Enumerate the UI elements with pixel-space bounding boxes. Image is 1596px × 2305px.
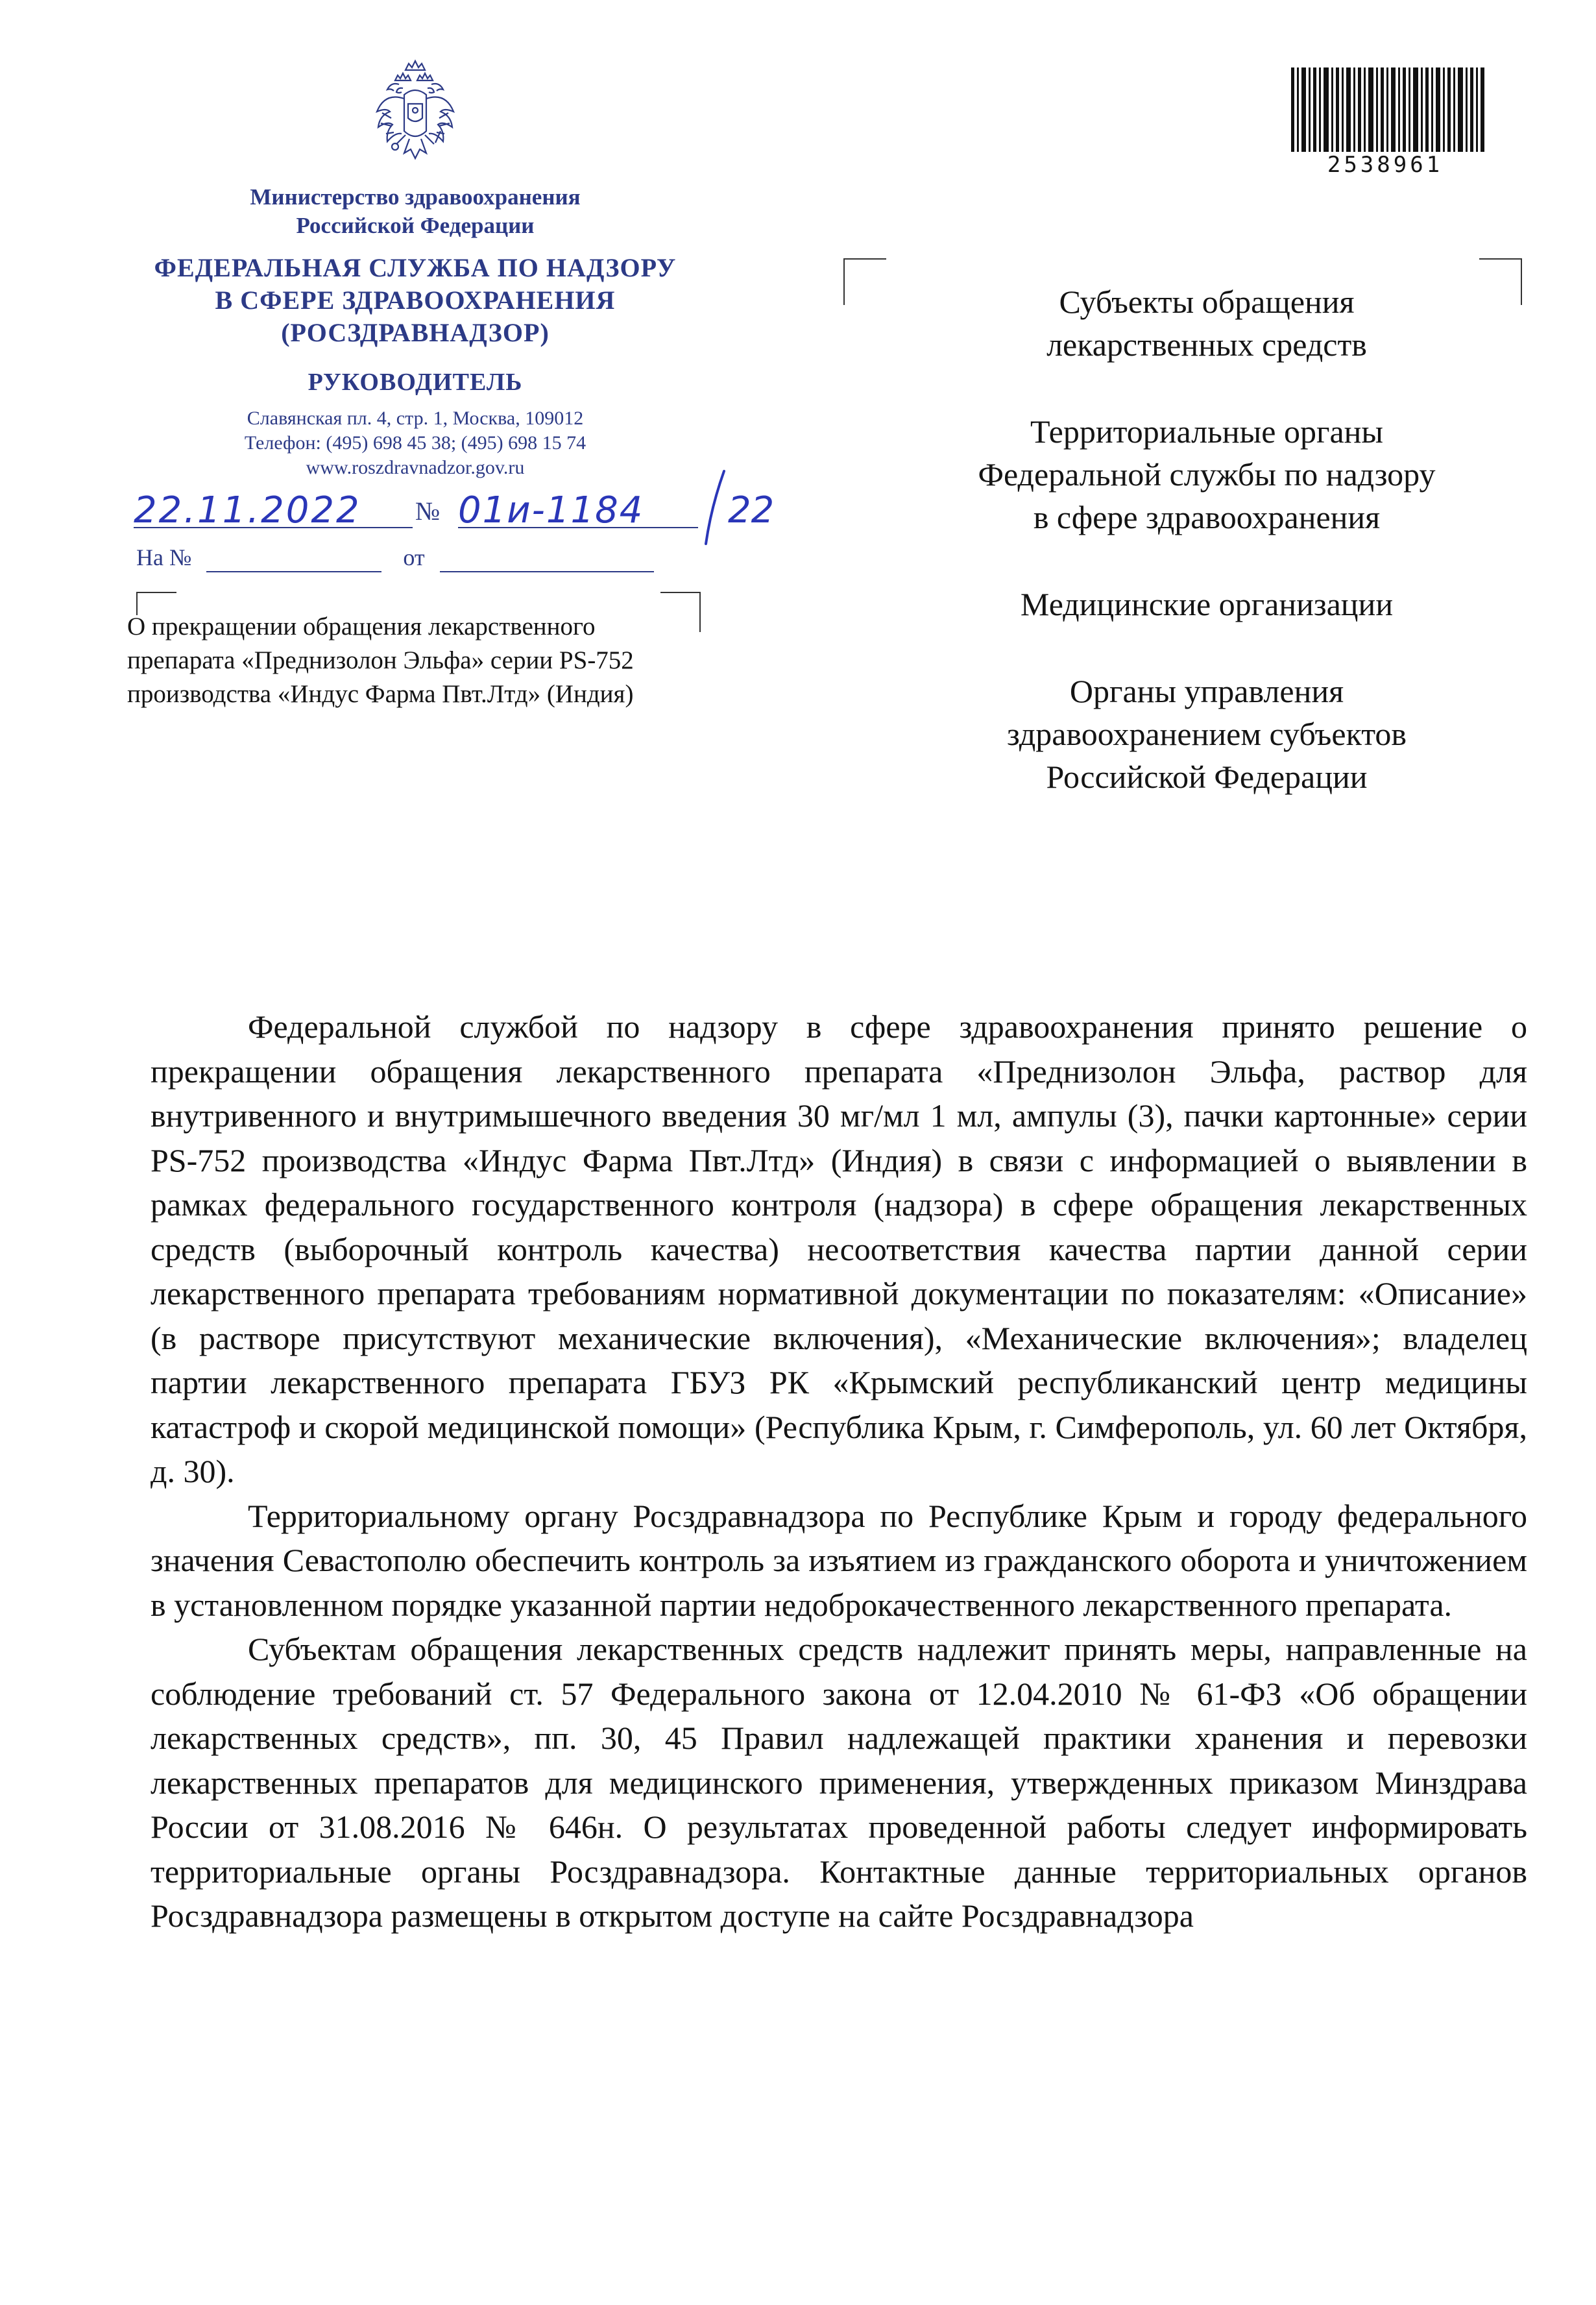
recipient-item bbox=[843, 280, 1570, 366]
number-underline bbox=[458, 527, 698, 528]
reply-number-blank bbox=[206, 544, 381, 572]
recipient-line: Органы управления bbox=[1069, 673, 1344, 709]
registration-number: 01и-1184 bbox=[458, 489, 644, 531]
number-sign: № bbox=[415, 496, 441, 526]
reply-reference-line bbox=[136, 544, 654, 572]
double-headed-eagle-emblem-icon bbox=[373, 58, 457, 169]
recipient-line: Медицинские организации bbox=[1020, 586, 1394, 622]
registration-date: 22.11.2022 bbox=[134, 489, 361, 531]
body-paragraph-2: Территориальному органу Росздравнадзора по Республике Крым и городу федерального значения Севастополю обеспечить контроль за изъятием из гражданского оборота и уничтожением в установленном порядке указанной партии недоброкачественного лекарственного препарата. bbox=[151, 1497, 1527, 1623]
service-name-line-2: В СФЕРЕ ЗДРАВООХРАНЕНИЯ bbox=[215, 286, 616, 315]
recipients-block bbox=[843, 280, 1570, 842]
subject-line-2: препарата «Преднизолон Эльфа» серии PS-752 bbox=[127, 646, 634, 674]
address: Славянская пл. 4, стр. 1, Москва, 109012 bbox=[247, 408, 584, 429]
service-name-line-1: ФЕДЕРАЛЬНАЯ СЛУЖБА ПО НАДЗОРУ bbox=[154, 253, 677, 282]
subject-block bbox=[127, 610, 750, 711]
recipient-item bbox=[843, 410, 1570, 539]
registration-year-suffix: 22 bbox=[728, 489, 775, 531]
recipient-line: Российской Федерации bbox=[1046, 759, 1368, 795]
ministry-name-line-1: Министерство здравоохранения bbox=[250, 184, 581, 210]
subject-line-1: О прекращении обращения лекарственного bbox=[127, 613, 596, 640]
letterhead bbox=[123, 58, 707, 480]
recipient-line: в сфере здравоохранения bbox=[1033, 499, 1381, 535]
date-underline bbox=[134, 527, 413, 528]
ministry-name-line-2: Российской Федерации bbox=[296, 213, 535, 238]
service-name-line-3: (РОСЗДРАВНАДЗОР) bbox=[281, 318, 550, 347]
body-paragraph-3: Субъектам обращения лекарственных средств надлежит принять меры, направленные на соблюдение требований ст. 57 Федерального закона от 12.04.2010 № 61-ФЗ «Об обращении лекарственных средств», пп. 30, 45 Правил надлежащей практики хранения и перевозки лекарственных препаратов для медицинского применения, утвержденных приказом Минздрава России от 31.08.2016 № 646н. О результатах проведенной работы следует информировать территориальные органы Росздравнадзора. Контактные данные территориальных органов Росздравнадзора размещены в открытом доступе на сайте Росздравнадзора bbox=[151, 1631, 1527, 1934]
reply-from-label: от bbox=[403, 544, 425, 570]
barcode-number: 2538961 bbox=[1327, 152, 1444, 178]
recipient-line: лекарственных средств bbox=[1046, 326, 1367, 363]
recipient-line: здравоохранением субъектов bbox=[1006, 716, 1407, 752]
body-paragraph-1: Федеральной службой по надзору в сфере здравоохранения принято решение о прекращении обращения лекарственного препарата «Преднизолон Эльфа, раствор для внутривенного и внутримышечного введения 30 мг/мл 1 мл, ампулы (3), пачки картонные» серии PS-752 производства «Индус Фарма Пвт.Лтд» (Индия) в связи с информацией о выявлении в рамках федерального государственного контроля (надзора) в сфере обращения лекарственных средств (выборочный контроль качества) несоответствия качества партии данной серии лекарственного препарата требованиям нормативной документации по показателям: «Описание» (в растворе присутствуют механические включения), «Механические включения»; владелец партии лекарственного препарата ГБУЗ РК «Крымский республиканский центр медицины катастроф и скорой медицинской помощи» (Республика Крым, г. Симферополь, ул. 60 лет Октября, д. 30). bbox=[151, 1008, 1527, 1489]
recipient-line: Федеральной службы по надзору bbox=[978, 456, 1436, 493]
letter-body bbox=[151, 1005, 1527, 1938]
subject-line-3: производства «Индус Фарма Пвт.Лтд» (Индия) bbox=[127, 680, 634, 708]
reply-date-blank bbox=[440, 544, 654, 572]
website: www.roszdravnadzor.gov.ru bbox=[306, 457, 525, 478]
recipient-item bbox=[843, 670, 1570, 798]
recipient-item bbox=[843, 583, 1570, 626]
registration-line bbox=[134, 485, 808, 537]
reply-number-label: На № bbox=[136, 544, 192, 570]
barcode-icon bbox=[1291, 67, 1486, 152]
recipient-line: Субъекты обращения bbox=[1059, 284, 1355, 320]
position-title: РУКОВОДИТЕЛЬ bbox=[308, 369, 523, 396]
handwritten-slash-icon bbox=[702, 469, 728, 546]
phone: Телефон: (495) 698 45 38; (495) 698 15 74 bbox=[244, 432, 586, 454]
recipient-line: Территориальные органы bbox=[1030, 413, 1384, 450]
